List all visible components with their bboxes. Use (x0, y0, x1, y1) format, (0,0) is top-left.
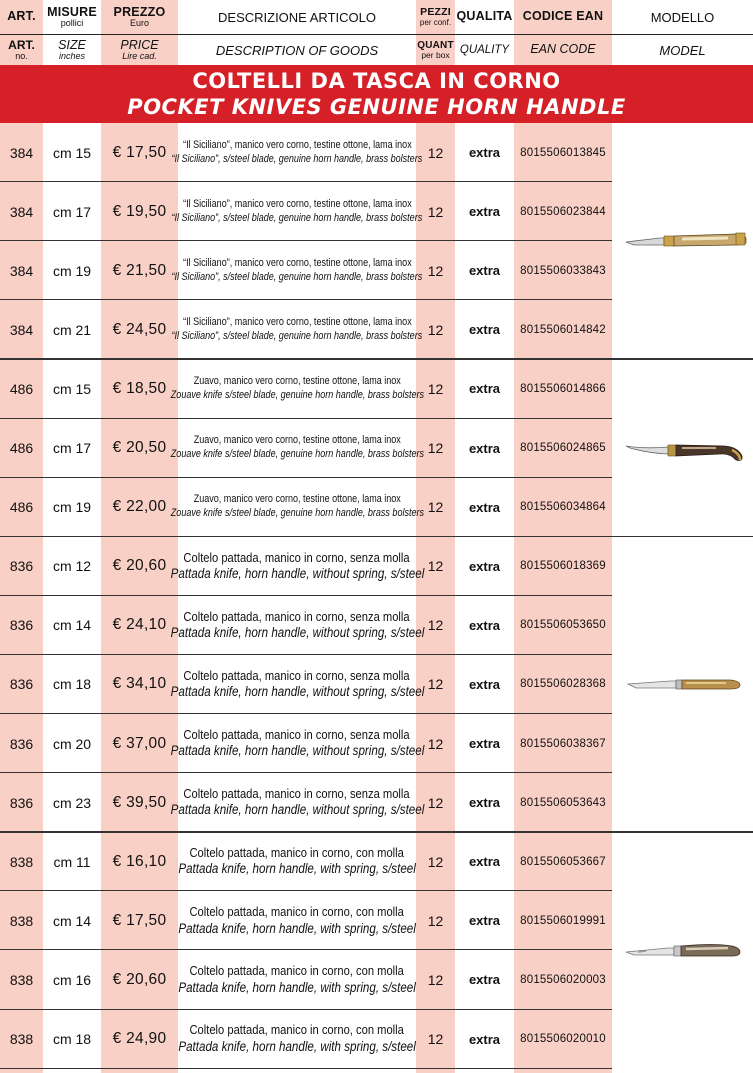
cell-price: € 34,10 (112, 675, 167, 693)
description-english: Pattada knife, horn handle, without spring, s/steel (170, 565, 424, 581)
cell-qty: 12 (427, 558, 444, 575)
header-pezzi (416, 0, 455, 34)
pattada-spring-knife-icon (624, 940, 744, 962)
cell-size: cm 17 (52, 203, 92, 220)
cell-ean: 8015506013845 (520, 146, 606, 159)
cell-size: cm 12 (52, 558, 92, 575)
cell-qty: 12 (427, 794, 444, 811)
cell-description (170, 655, 424, 714)
cell-price: € 18,50 (112, 379, 167, 397)
siciliano-knife-icon (624, 228, 752, 254)
cell-ean: 8015506019991 (520, 914, 606, 927)
cell-quality: extra (468, 381, 501, 397)
header-price-label: PRICE (120, 37, 159, 52)
description-italian: “Il Siciliano”, manico vero corno, testine ottone, lama inox (182, 316, 412, 329)
description-italian: Coltelo pattada, manico in corno, con molla (189, 963, 405, 979)
table-row (0, 537, 753, 596)
cell-price: € 39,50 (112, 793, 167, 811)
header-art-label: ART. (7, 9, 36, 24)
cell-art: 836 (9, 676, 34, 693)
description-english: Zouave knife s/steel blade, genuine horn handle, brass bolsters (170, 388, 424, 401)
cell-size: cm 21 (52, 321, 92, 338)
header-descrizione-label: DESCRIZIONE ARTICOLO (218, 9, 376, 25)
header-prezzo-label: PREZZO (113, 4, 166, 19)
cell-ean: 8015506033843 (520, 264, 606, 277)
header-qualita-label: QUALITA (456, 9, 513, 24)
cell-price: € 21,50 (112, 261, 167, 279)
cell-description (170, 773, 424, 832)
cell-quality: extra (468, 795, 501, 811)
cell-size: cm 11 (53, 853, 91, 870)
header-size-label: SIZE (58, 37, 86, 52)
cell-quality: extra (468, 440, 501, 456)
cell-qty: 12 (427, 499, 444, 516)
description-italian: “Il Siciliano”, manico vero corno, testine ottone, lama inox (182, 138, 412, 151)
header-misure-label: MISURE (47, 4, 97, 19)
cell-ean: 8015506034864 (520, 501, 606, 514)
cell-quality: extra (468, 1031, 501, 1047)
cell-quality: extra (468, 913, 501, 929)
cell-description (171, 123, 423, 182)
cell-ean: 8015506023844 (520, 205, 606, 218)
cell-price: € 16,10 (112, 852, 167, 870)
cell-ean: 8015506014842 (520, 323, 606, 336)
cell-art: 486 (9, 380, 34, 397)
description-italian: Coltelo pattada, manico in corno, senza molla (183, 608, 411, 624)
description-italian: Coltelo pattada, manico in corno, senza molla (183, 726, 411, 742)
cell-ean: 8015506018369 (520, 560, 606, 573)
cell-ean: 8015506020010 (520, 1033, 606, 1046)
cell-price: € 17,50 (112, 143, 167, 161)
cell-art: 384 (9, 203, 34, 220)
cell-quality: extra (468, 263, 501, 279)
description-italian: Coltelo pattada, manico in corno, con molla (189, 845, 405, 861)
cell-size: cm 17 (52, 440, 92, 457)
header-codice (514, 0, 612, 34)
cell-ean: 8015506038367 (520, 737, 606, 750)
description-english: Pattada knife, horn handle, without spring, s/steel (170, 743, 424, 759)
cell-size: cm 14 (52, 617, 92, 634)
description-english: Pattada knife, horn handle, without spring, s/steel (170, 684, 424, 700)
cell-ean: 8015506053650 (520, 619, 606, 632)
header-quality-label: QUALITY (459, 43, 510, 56)
cell-ean: 8015506014866 (520, 382, 606, 395)
pattada-knife-icon (626, 675, 744, 695)
table-row (0, 1010, 753, 1069)
cell-size: cm 23 (52, 794, 92, 811)
cell-price: € 37,00 (112, 734, 167, 752)
cell-size: cm 15 (52, 380, 92, 397)
cell-art: 836 (9, 617, 34, 634)
header-art-en-sub: no. (15, 51, 28, 62)
cell-quality: extra (468, 972, 501, 988)
cell-art: 838 (9, 971, 34, 988)
cell-price: € 20,60 (112, 557, 167, 575)
cell-description (170, 478, 424, 537)
cell-description (170, 419, 424, 478)
header-prezzo (101, 0, 178, 34)
cell-qty: 12 (427, 912, 444, 929)
description-italian: “Il Siciliano”, manico vero corno, testine ottone, lama inox (182, 197, 412, 210)
cell-ean: 8015506053667 (520, 855, 606, 868)
cell-art: 836 (9, 735, 34, 752)
cell-art: 836 (9, 558, 34, 575)
cell-quality: extra (468, 854, 501, 870)
header-modello-label: MODELLO (650, 9, 715, 25)
table-row (0, 832, 753, 891)
cell-qty: 12 (427, 203, 444, 220)
cell-size: cm 14 (52, 912, 92, 929)
cell-qty: 12 (427, 1031, 444, 1048)
cell-quality: extra (468, 499, 501, 515)
cell-qty: 12 (427, 380, 444, 397)
header-model (612, 35, 753, 65)
description-english: Pattada knife, horn handle, with spring, s/steel (178, 979, 416, 995)
row-divider (0, 1068, 612, 1069)
cell-art: 838 (9, 1031, 34, 1048)
cell-description (178, 891, 416, 950)
cell-quality: extra (468, 145, 501, 161)
cell-price: € 20,50 (112, 439, 167, 457)
description-english: “Il Siciliano”, s/steel blade, genuine horn handle, brass bolsters (171, 211, 423, 224)
header-modello (612, 0, 753, 34)
cell-price: € 24,90 (112, 1030, 167, 1048)
table-row (0, 773, 753, 832)
cell-quality: extra (468, 558, 501, 574)
cell-ean: 8015506028368 (520, 678, 606, 691)
cell-quality: extra (468, 736, 501, 752)
header-prezzo-sub: Euro (129, 18, 149, 29)
header-description-label: DESCRIPTION OF GOODS (215, 42, 379, 58)
header-row-italian (0, 0, 753, 34)
zuavo-knife-icon (624, 436, 748, 466)
header-price-sub: Lire cad. (122, 51, 157, 62)
cell-price: € 19,50 (112, 202, 167, 220)
cell-quality: extra (468, 676, 501, 692)
cell-qty: 12 (427, 676, 444, 693)
header-descrizione (178, 0, 416, 34)
cell-art: 838 (9, 853, 34, 870)
cell-description (178, 832, 416, 891)
description-italian: Coltelo pattada, manico in corno, senza molla (183, 786, 411, 802)
cell-ean: 8015506053643 (520, 796, 606, 809)
table-row (0, 596, 753, 655)
cell-description (170, 714, 424, 773)
description-italian: “Il Siciliano”, manico vero corno, testine ottone, lama inox (182, 256, 412, 269)
cell-qty: 12 (427, 440, 444, 457)
header-model-label: MODEL (659, 42, 706, 58)
cell-size: cm 19 (52, 262, 92, 279)
description-english: Pattada knife, horn handle, without spring, s/steel (170, 625, 424, 641)
description-english: “Il Siciliano”, s/steel blade, genuine horn handle, brass bolsters (171, 152, 423, 165)
cell-art: 486 (9, 499, 34, 516)
banner-title-english: POCKET KNIVES GENUINE HORN HANDLE (127, 95, 626, 119)
table-row (0, 123, 753, 182)
table-row (0, 359, 753, 418)
description-english: Pattada knife, horn handle, without spring, s/steel (170, 802, 424, 818)
header-pezzi-sub: per conf. (419, 17, 452, 27)
description-english: Pattada knife, horn handle, with spring, s/steel (178, 920, 416, 936)
description-italian: Coltelo pattada, manico in corno, senza molla (183, 667, 411, 683)
table-row (0, 478, 753, 537)
cell-qty: 12 (427, 321, 444, 338)
header-qualita (455, 0, 514, 34)
description-italian: Coltelo pattada, manico in corno, con molla (189, 1022, 405, 1038)
cell-description (171, 241, 423, 300)
description-italian: Zuavo, manico vero corno, testine ottone, lama inox (193, 434, 401, 447)
description-english: Pattada knife, horn handle, with spring, s/steel (178, 861, 416, 877)
cell-price: € 20,60 (112, 970, 167, 988)
cell-qty: 12 (427, 262, 444, 279)
header-price (101, 35, 178, 65)
cell-qty: 12 (427, 735, 444, 752)
header-art (0, 0, 43, 34)
cell-qty: 12 (427, 617, 444, 634)
cell-art: 838 (9, 912, 34, 929)
description-english: Pattada knife, horn handle, with spring, s/steel (178, 1038, 416, 1054)
cell-art: 384 (9, 262, 34, 279)
cell-price: € 24,50 (112, 320, 167, 338)
header-art-en-label: ART. (8, 37, 35, 52)
header-quality (455, 35, 514, 65)
description-english: “Il Siciliano”, s/steel blade, genuine horn handle, brass bolsters (171, 329, 423, 342)
header-misure (43, 0, 101, 34)
header-quant (416, 35, 455, 65)
description-italian: Coltelo pattada, manico in corno, senza molla (183, 549, 411, 565)
cell-description (170, 596, 424, 655)
cell-price: € 24,10 (112, 616, 167, 634)
cell-qty: 12 (427, 144, 444, 161)
table-row (0, 714, 753, 773)
cell-size: cm 16 (52, 971, 92, 988)
category-banner (0, 65, 753, 123)
cell-description (170, 359, 424, 418)
cell-size: cm 20 (52, 735, 92, 752)
cell-description (171, 300, 423, 359)
cell-art: 486 (9, 440, 34, 457)
header-quant-sub: per box (421, 50, 450, 61)
cell-ean: 8015506024865 (520, 442, 606, 455)
cell-art: 384 (9, 321, 34, 338)
header-description (178, 35, 416, 65)
header-row-english (0, 35, 753, 65)
cell-description (171, 182, 423, 241)
header-size (43, 35, 101, 65)
cell-art: 836 (9, 794, 34, 811)
cell-size: cm 18 (52, 1031, 92, 1048)
description-english: “Il Siciliano”, s/steel blade, genuine horn handle, brass bolsters (171, 270, 423, 283)
banner-title-italian: COLTELLI DA TASCA IN CORNO (192, 69, 561, 93)
description-english: Zouave knife s/steel blade, genuine horn handle, brass bolsters (170, 507, 424, 520)
cell-description (178, 1010, 416, 1069)
cell-art: 384 (9, 144, 34, 161)
header-ean (514, 35, 612, 65)
cell-qty: 12 (427, 853, 444, 870)
cell-quality: extra (468, 204, 501, 220)
cell-ean: 8015506020003 (520, 973, 606, 986)
header-size-sub: inches (58, 51, 85, 62)
cell-description (178, 950, 416, 1009)
description-italian: Zuavo, manico vero corno, testine ottone, lama inox (193, 375, 401, 388)
cell-size: cm 15 (52, 144, 92, 161)
cell-size: cm 18 (52, 676, 92, 693)
header-codice-label: CODICE EAN (522, 9, 604, 24)
description-italian: Zuavo, manico vero corno, testine ottone, lama inox (193, 493, 401, 506)
cell-size: cm 19 (52, 499, 92, 516)
cell-quality: extra (468, 617, 501, 633)
header-pezzi-label: PEZZI (420, 6, 451, 19)
description-english: Zouave knife s/steel blade, genuine horn handle, brass bolsters (170, 448, 424, 461)
cell-description (170, 537, 424, 596)
cell-price: € 17,50 (112, 911, 167, 929)
cell-quality: extra (468, 322, 501, 338)
header-art-en (0, 35, 43, 65)
cell-price: € 22,00 (112, 498, 167, 516)
description-italian: Coltelo pattada, manico in corno, con molla (189, 904, 405, 920)
cell-qty: 12 (427, 971, 444, 988)
header-quant-label: QUANT (417, 40, 454, 52)
table-row (0, 300, 753, 359)
header-ean-label: EAN CODE (530, 42, 596, 57)
header-misure-sub: pollici (60, 18, 84, 29)
